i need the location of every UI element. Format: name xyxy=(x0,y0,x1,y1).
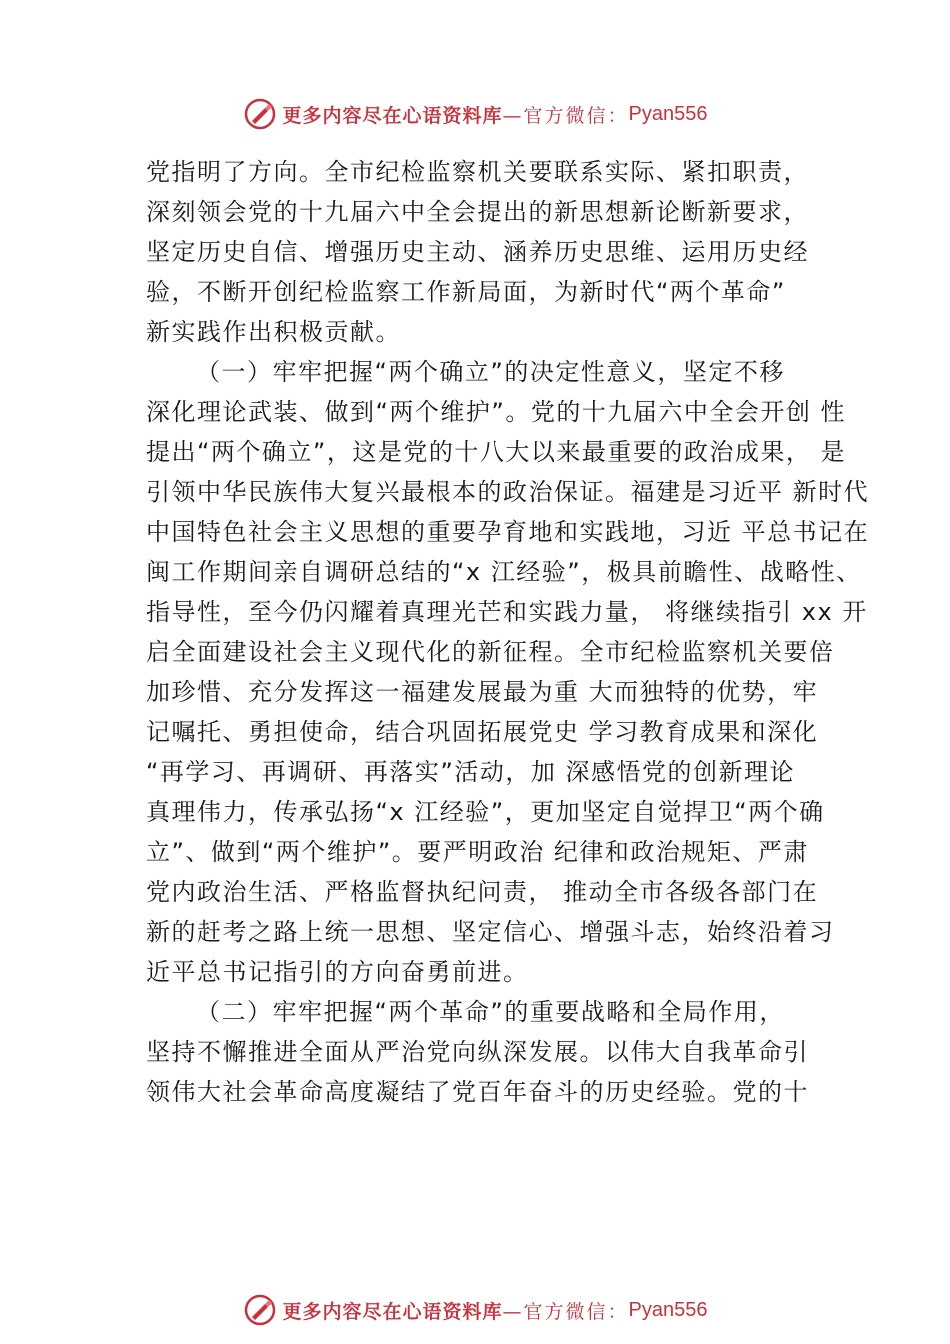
text-line: 立”、做到“两个维护”。要严明政治 纪律和政治规矩、严肃 xyxy=(146,838,809,866)
text-line: 记嘱托、勇担使命，结合巩固拓展党史 学习教育成果和深化 xyxy=(146,718,819,746)
text-line: 验，不断开创纪检监察工作新局面，为新时代“两个革命” xyxy=(146,278,786,306)
text-line: 启全面建设社会主义现代化的新征程。全市纪检监察机关要倍 xyxy=(146,638,835,666)
text-line: 领伟大社会革命高度凝结了党百年奋斗的历史经验。党的十 xyxy=(146,1078,809,1106)
section-heading-1: （一）牢牢把握“两个确立”的决定性意义，坚定不移 xyxy=(196,358,785,386)
document-body xyxy=(146,152,870,1112)
text-line: 引领中华民族伟大复兴最根本的政治保证。福建是习近平 新时代 xyxy=(146,478,870,506)
text-line: 新实践作出积极贡献。 xyxy=(146,318,401,346)
text-line: 近平总书记指引的方向奋勇前进。 xyxy=(146,958,529,986)
banner-contact: Pyan556 xyxy=(628,102,708,125)
banner-title: 更多内容尽在心语资料库 xyxy=(282,104,503,127)
text-line: 新的赶考之路上统一思想、坚定信心、增强斗志，始终沿着习 xyxy=(146,918,835,946)
text-line: 坚持不懈推进全面从严治党向纵深发展。以伟大自我革命引 xyxy=(146,1038,809,1066)
text-line: “再学习、再调研、再落实”活动，加 深感悟党的创新理论 xyxy=(146,758,795,786)
text-line: 中国特色社会主义思想的重要孕育地和实践地，习近 平总书记在 xyxy=(146,518,870,546)
section-heading-2: （二）牢牢把握“两个革命”的重要战略和全局作用， xyxy=(196,998,785,1026)
text-line: 真理伟力，传承弘扬“x 江经验”，更加坚定自觉捍卫“两个确 xyxy=(146,798,825,826)
footer-banner-contact: Pyan556 xyxy=(628,1298,708,1321)
text-line: 党指明了方向。全市纪检监察机关要联系实际、紧扣职责， xyxy=(146,158,809,186)
text-line: 深刻领会党的十九届六中全会提出的新思想新论断新要求， xyxy=(146,198,809,226)
text-line: 闽工作期间亲自调研总结的“x 江经验”，极具前瞻性、战略性、 xyxy=(146,558,862,586)
footer-banner xyxy=(0,1290,950,1330)
text-line: 深化理论武装、做到“两个维护”。党的十九届六中全会开创 性 xyxy=(146,398,846,426)
pen-logo-icon xyxy=(243,97,277,131)
header-banner xyxy=(0,94,950,134)
pen-logo-icon xyxy=(243,1293,277,1327)
footer-banner-title: 更多内容尽在心语资料库 xyxy=(282,1300,503,1323)
footer-banner-subtitle: —官方微信： xyxy=(502,1300,629,1323)
text-line: 坚定历史自信、增强历史主动、涵养历史思维、运用历史经 xyxy=(146,238,809,266)
text-line: 提出“两个确立”，这是党的十八大以来最重要的政治成果， 是 xyxy=(146,438,846,466)
text-line: 党内政治生活、严格监督执纪问责， 推动全市各级各部门在 xyxy=(146,878,819,906)
text-line: 指导性，至今仍闪耀着真理光芒和实践力量， 将继续指引 xx 开 xyxy=(146,598,868,626)
text-line: 加珍惜、充分发挥这一福建发展最为重 大而独特的优势，牢 xyxy=(146,678,819,706)
banner-subtitle: —官方微信： xyxy=(502,104,629,127)
